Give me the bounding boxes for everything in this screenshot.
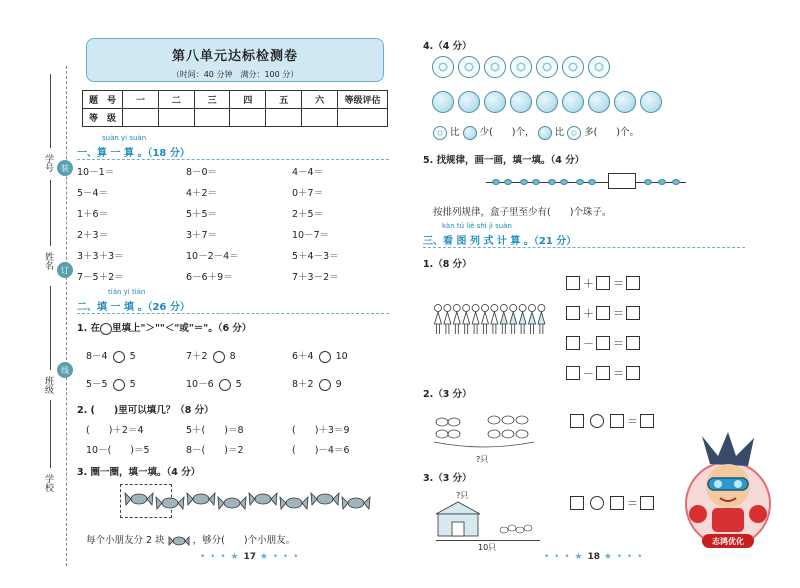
- s3-q3: 3.（3 分）: [423, 473, 472, 484]
- equals-sign: ＝: [613, 277, 624, 290]
- title-subtitle: （时间：40 分钟 满分：100 分）: [171, 70, 299, 79]
- bead-icon: [504, 179, 512, 185]
- child-figure: [453, 305, 460, 335]
- page-number-left-value: 17: [243, 552, 256, 562]
- compare-right: 9: [335, 379, 342, 390]
- s1-problem: 10－2－4＝: [186, 251, 239, 262]
- score-table: [82, 90, 388, 127]
- stamp-text: 志鸿优化: [712, 537, 744, 546]
- answer-circle[interactable]: [219, 379, 231, 391]
- q4-text-1: 少( )个，: [476, 127, 538, 138]
- s2-q1: [77, 320, 251, 335]
- score-cell[interactable]: [338, 109, 388, 127]
- s2-q1-pre: 1. 在: [77, 323, 101, 334]
- s2-fill-item: 8－( )＝2: [186, 445, 244, 456]
- s1-problem: 2＋3＝: [77, 230, 109, 241]
- compare-right: 5: [129, 379, 136, 390]
- volleyball-icon: [432, 91, 454, 113]
- candy-icon: [248, 490, 278, 508]
- circle-icon: [100, 323, 112, 335]
- binding-label-name: 姓名: [43, 252, 53, 270]
- q4-text-2: 比: [551, 127, 568, 138]
- s1-problem: 3＋3＋3＝: [77, 251, 124, 262]
- s3-q1: 1.（8 分）: [423, 259, 472, 270]
- barn-illustration: [432, 500, 542, 540]
- section-rule: [77, 159, 389, 160]
- compare-left: 5－5: [86, 379, 108, 390]
- binding-seal: 订: [57, 262, 73, 278]
- operator-sign: －: [583, 337, 594, 350]
- s1-problem: 10－1＝: [77, 167, 115, 178]
- answer-box[interactable]: [626, 276, 640, 290]
- volleyball-icon: [614, 91, 636, 113]
- compare-right: 5: [129, 351, 136, 362]
- binding-underline: [50, 180, 51, 246]
- s2-fill-item: ( )－4＝6: [292, 445, 350, 456]
- candy-icon: [124, 490, 154, 508]
- answer-box[interactable]: [596, 366, 610, 380]
- compare-right: 8: [229, 351, 236, 362]
- child-figure: [482, 305, 489, 335]
- bead-icon: [548, 179, 556, 185]
- score-table-row-label: 等 级: [83, 109, 123, 127]
- binding-label-class: 班级: [43, 376, 53, 394]
- answer-circle[interactable]: [319, 351, 331, 363]
- s2-q3-answer: [86, 532, 295, 548]
- bead-icon: [560, 179, 568, 185]
- child-figure: [491, 305, 498, 335]
- q5-text: 按排列规律，盒子里至少有( )个珠子。: [433, 207, 612, 218]
- q4-text-3: 多( )个。: [581, 127, 639, 138]
- s3-q3-caption-bottom: 10只: [478, 543, 497, 552]
- s3-q3-caption-top: ?只: [456, 491, 469, 500]
- s2-fill-item: ( )＋3＝9: [292, 425, 350, 436]
- soccer-ball-icon: [562, 56, 584, 78]
- s1-problem: 10－7＝: [292, 230, 330, 241]
- children-illustration: [432, 300, 550, 348]
- binding-label-student-id: 学号: [43, 154, 53, 172]
- answer-box[interactable]: [570, 414, 584, 428]
- equals-sign: ＝: [627, 415, 638, 428]
- s2-q3-text-b: ，够分( )个小朋友。: [192, 535, 296, 546]
- score-table-header: 四: [230, 91, 266, 109]
- binding-line: [66, 66, 67, 566]
- s2-fill-item: 10－( )＝5: [86, 445, 150, 456]
- answer-box[interactable]: [610, 496, 624, 510]
- score-cell[interactable]: [158, 109, 194, 127]
- page-number-right: • • • ★ 18 ★ • • •: [544, 552, 644, 562]
- s2-compare-item: [292, 348, 348, 363]
- equals-sign: ＝: [627, 497, 638, 510]
- page-title: 第八单元达标检测卷: [171, 49, 298, 64]
- bead-icon: [576, 179, 584, 185]
- child-figure: [463, 305, 470, 335]
- page-number-left: • • • ★ 17 ★ • • •: [200, 552, 300, 562]
- s1-problem: 5＋5＝: [186, 209, 218, 220]
- s1-problem: 4＋2＝: [186, 188, 218, 199]
- child-figure: [519, 305, 526, 335]
- operator-sign: ＋: [583, 277, 594, 290]
- candy-icon: [155, 494, 185, 512]
- volleyball-icon: [640, 91, 662, 113]
- bracket-line: [436, 540, 540, 541]
- s1-problem: 7－5＋2＝: [77, 272, 124, 283]
- answer-circle[interactable]: [113, 351, 125, 363]
- q5-label: 5. 找规律，画一画，填一填。（4 分）: [423, 155, 585, 166]
- score-table-header: 二: [158, 91, 194, 109]
- score-table-header: 题 号: [83, 91, 123, 109]
- equals-sign: ＝: [613, 367, 624, 380]
- volleyball-icon: [484, 91, 506, 113]
- bead-icon: [492, 179, 500, 185]
- soccer-ball-icon: [567, 126, 581, 140]
- volleyball-icon: [538, 126, 552, 140]
- s1-problem: 3＋7＝: [186, 230, 218, 241]
- answer-box[interactable]: [566, 366, 580, 380]
- candy-icon: [341, 494, 371, 512]
- section2-pinyin: tián yi tián: [108, 288, 146, 296]
- s2-fill-item: ( )＋2＝4: [86, 425, 144, 436]
- s2-q3-text-a: 每个小朋友分 2 块: [86, 535, 165, 546]
- volleyball-icon: [463, 126, 477, 140]
- score-cell[interactable]: [123, 109, 159, 127]
- s1-problem: 4－4＝: [292, 167, 324, 178]
- volleyball-icon: [536, 91, 558, 113]
- score-table-header: 五: [266, 91, 302, 109]
- answer-box[interactable]: [626, 306, 640, 320]
- answer-box[interactable]: [596, 276, 610, 290]
- soccer-ball-icon: [458, 56, 480, 78]
- bead-icon: [588, 179, 596, 185]
- s3-q2: 2.（3 分）: [423, 389, 472, 400]
- section1-pinyin: suàn yi suàn: [102, 134, 147, 142]
- s1-problem: 8－0＝: [186, 167, 218, 178]
- answer-box[interactable]: [596, 336, 610, 350]
- binding-underline: [50, 286, 51, 370]
- answer-box[interactable]: [570, 496, 584, 510]
- child-figure: [529, 305, 536, 335]
- s1-problem: 5＋4－3＝: [292, 251, 339, 262]
- answer-box[interactable]: [640, 414, 654, 428]
- bead-icon: [672, 179, 680, 185]
- s1-problem: 7＋3－2＝: [292, 272, 339, 283]
- binding-underline: [50, 400, 51, 468]
- bead-box: [608, 173, 636, 189]
- compare-left: 6＋4: [292, 351, 314, 362]
- operator-circle[interactable]: [590, 496, 604, 510]
- operator-circle[interactable]: [590, 414, 604, 428]
- s1-problem: 2＋5＝: [292, 209, 324, 220]
- binding-underline: [50, 74, 51, 148]
- answer-box[interactable]: [566, 336, 580, 350]
- compare-right: 5: [235, 379, 242, 390]
- child-figure: [444, 305, 451, 335]
- bead-string: [486, 182, 686, 183]
- score-cell[interactable]: [194, 109, 230, 127]
- compare-left: 8＋2: [292, 379, 314, 390]
- operator-sign: ＋: [583, 307, 594, 320]
- q4-compare: [433, 124, 639, 140]
- binding-label-school: 学校: [43, 474, 53, 492]
- equals-sign: ＝: [613, 307, 624, 320]
- child-figure: [510, 305, 517, 335]
- score-table-header: 三: [194, 91, 230, 109]
- answer-box[interactable]: [640, 496, 654, 510]
- section-rule: [77, 313, 389, 314]
- s2-compare-item: [292, 376, 342, 391]
- volleyball-icon: [510, 91, 532, 113]
- soccer-ball-icon: [536, 56, 558, 78]
- s1-problem: 6－6＋9＝: [186, 272, 233, 283]
- answer-box[interactable]: [596, 306, 610, 320]
- compare-left: 7＋2: [186, 351, 208, 362]
- operator-sign: －: [583, 367, 594, 380]
- answer-box[interactable]: [566, 276, 580, 290]
- answer-box[interactable]: [610, 414, 624, 428]
- equals-sign: ＝: [613, 337, 624, 350]
- s2-compare-item: [86, 348, 136, 363]
- q4-label: 4.（4 分）: [423, 41, 472, 52]
- child-figure: [472, 305, 479, 335]
- s1-problem: 1＋6＝: [77, 209, 109, 220]
- answer-circle[interactable]: [113, 379, 125, 391]
- binding-seal: 线: [57, 362, 73, 378]
- score-table-header: 等级评估: [338, 91, 388, 109]
- candy-icon: [279, 494, 309, 512]
- answer-box[interactable]: [566, 306, 580, 320]
- soccer-ball-icon: [484, 56, 506, 78]
- s2-compare-item: [86, 376, 136, 391]
- score-table-header: 六: [302, 91, 338, 109]
- s1-problem: 0＋7＝: [292, 188, 324, 199]
- score-cell[interactable]: [302, 109, 338, 127]
- rabbits-illustration: [432, 408, 536, 456]
- binding-seal: 装: [57, 160, 73, 176]
- candy-icon: [217, 494, 247, 512]
- child-figure: [538, 305, 545, 335]
- section3-heading: 三、看 图 列 式 计 算 。（21 分）: [423, 236, 577, 247]
- page-number-right-value: 18: [587, 552, 600, 562]
- bead-icon: [658, 179, 666, 185]
- section1-heading: 一、算 一 算 。（18 分）: [77, 148, 190, 159]
- compare-right: 10: [335, 351, 348, 362]
- score-cell[interactable]: [266, 109, 302, 127]
- answer-circle[interactable]: [319, 379, 331, 391]
- s2-compare-item: [186, 376, 242, 391]
- bead-icon: [532, 179, 540, 185]
- section2-heading: 二、填 一 填 。（26 分）: [77, 302, 190, 313]
- answer-box[interactable]: [626, 336, 640, 350]
- bead-icon: [644, 179, 652, 185]
- bead-icon: [520, 179, 528, 185]
- s2-q1-post: 里填上"＞""＜"或"＝"。（6 分）: [112, 323, 252, 334]
- answer-circle[interactable]: [213, 351, 225, 363]
- compare-left: 8－4: [86, 351, 108, 362]
- soccer-ball-icon: [588, 56, 610, 78]
- candy-icon: [186, 490, 216, 508]
- section3-pinyin: kàn tú liè shì jì suàn: [442, 222, 512, 230]
- soccer-ball-icon: [433, 126, 447, 140]
- q4-text-0: 比: [447, 127, 463, 138]
- volleyball-icon: [588, 91, 610, 113]
- soccer-ball-icon: [510, 56, 532, 78]
- s2-q3: 3. 圈一圈，填一填。（4 分）: [77, 467, 201, 478]
- s1-problem: 5－4＝: [77, 188, 109, 199]
- s2-fill-item: 5＋( )＝8: [186, 425, 244, 436]
- s3-q2-caption: ?只: [476, 455, 489, 464]
- soccer-ball-icon: [432, 56, 454, 78]
- s2-compare-item: [186, 348, 236, 363]
- section-rule: [423, 247, 745, 248]
- candy-icon: [168, 534, 190, 548]
- score-cell[interactable]: [230, 109, 266, 127]
- compare-left: 10－6: [186, 379, 214, 390]
- score-table-header: 一: [123, 91, 159, 109]
- volleyball-icon: [458, 91, 480, 113]
- title-box: [86, 38, 384, 82]
- candy-icon: [310, 490, 340, 508]
- child-figure: [500, 305, 507, 335]
- s2-q2: 2. ( )里可以填几？（8 分）: [77, 405, 214, 416]
- volleyball-icon: [562, 91, 584, 113]
- child-figure: [435, 305, 442, 335]
- answer-box[interactable]: [626, 366, 640, 380]
